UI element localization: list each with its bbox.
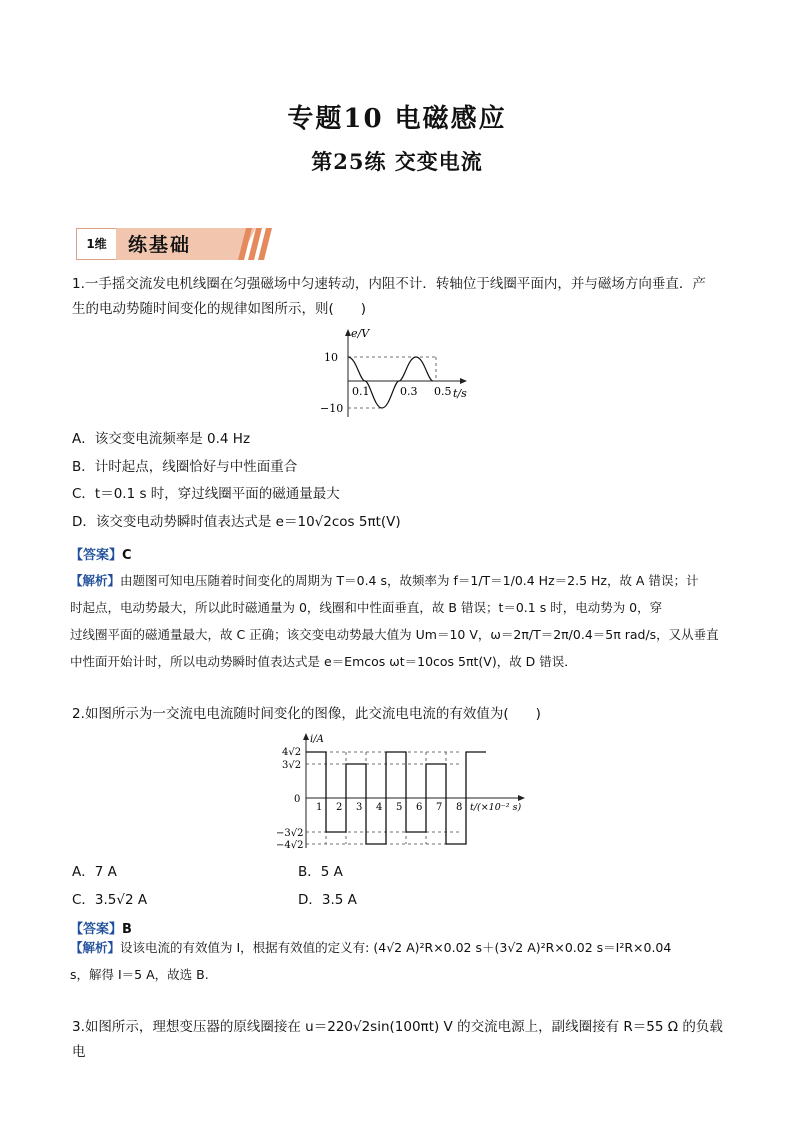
- q1-analysis-line2: 时起点，电动势最大，所以此时磁通量为 0，线圈和中性面垂直，故 B 错误；t＝0.1 s 时，电动势为 0，穿: [70, 600, 663, 615]
- q2-ytick-neg4r2: −4√2: [276, 840, 304, 850]
- q2-ylabel: i/A: [310, 734, 324, 745]
- q1-answer-label: 【答案】: [70, 548, 123, 563]
- q1-xtick-0.3: 0.3: [400, 385, 418, 398]
- q2-xlabel: t/(×10⁻² s): [470, 802, 522, 813]
- q2-answer-value: B: [122, 922, 132, 937]
- q1-option-b: B．计时起点，线圈恰好与中性面重合: [72, 459, 298, 475]
- page-title: 专题10 电磁感应: [287, 104, 507, 134]
- q2-option-d: D．3.5 A: [298, 892, 357, 908]
- q1-analysis-line3: 过线圈平面的磁通量最大，故 C 正确；该交变电动势最大值为 Um＝10 V，ω＝2π/T＝2π/0.4＝5π rad/s，又从垂直: [70, 627, 719, 642]
- q1-analysis-line1: 由题图可知电压随着时间变化的周期为 T＝0.4 s，故频率为 f＝1/T＝1/0.4 Hz＝2.5 Hz，故 A 错误；计: [120, 573, 699, 588]
- banner-label: 练基础: [128, 234, 192, 256]
- q2-ytick-neg3r2: −3√2: [276, 828, 304, 839]
- q3-text: 3.如图所示，理想变压器的原线圈接在 u＝220√2sin(100πt) V 的交流电源上，副线圈接有 R＝55 Ω 的负载电: [72, 1019, 723, 1060]
- q2-option-b: B．5 A: [298, 864, 343, 880]
- q2-text: 2.如图所示为一交流电电流随时间变化的图像，此交流电电流的有效值为( ): [72, 706, 541, 722]
- q1-option-c: C．t＝0.1 s 时，穿过线圈平面的磁通量最大: [72, 486, 340, 502]
- q2-analysis: [70, 934, 726, 988]
- q2-graph: [272, 730, 532, 850]
- q2-xtick-2: 2: [336, 802, 343, 813]
- q1-ytick-neg10: −10: [320, 402, 344, 415]
- q2-answer-label: 【答案】: [70, 922, 123, 937]
- q2-xtick-7: 7: [436, 802, 443, 813]
- q2-option-c: C．3.5√2 A: [72, 892, 148, 908]
- q1-analysis: [70, 567, 726, 675]
- q1-xtick-0.1: 0.1: [352, 385, 370, 398]
- q2-xtick-1: 1: [316, 802, 323, 813]
- q2-xtick-5: 5: [396, 802, 403, 813]
- q1-ytick-10: 10: [324, 351, 338, 364]
- q1-xtick-0.5: 0.5: [434, 385, 452, 398]
- q1-answer-value: C: [122, 548, 132, 563]
- q2-analysis-line1: 设该电流的有效值为 I，根据有效值的定义有: (4√2 A)²R×0.02 s＋(3√2 A)²R×0.02 s＝I²R×0.04: [120, 940, 672, 955]
- q2-ytick-4r2: 4√2: [282, 747, 302, 758]
- q2-xtick-8: 8: [456, 802, 463, 813]
- q1-analysis-line4: 中性面开始计时，所以电动势瞬时值表达式是 e＝Emcos ωt＝10cos 5πt(V)，故 D 错误．: [70, 654, 577, 669]
- section-banner: [76, 228, 256, 260]
- q1-option-d: D．该交变电动势瞬时值表达式是 e＝10√2cos 5πt(V): [72, 514, 401, 530]
- q2-xtick-6: 6: [416, 802, 423, 813]
- q2-ytick-3r2: 3√2: [282, 760, 302, 771]
- q1-answer: [70, 544, 132, 563]
- banner-stripes-icon: [238, 228, 278, 260]
- q2-analysis-line2: s，解得 I＝5 A，故选 B.: [70, 967, 209, 982]
- q2-option-a: A．7 A: [72, 864, 117, 880]
- banner-tag: 1维: [76, 228, 116, 260]
- q1-ylabel: e/V: [351, 327, 370, 340]
- page-subtitle: 第25练 交变电流: [311, 149, 483, 174]
- q1-graph: [318, 325, 478, 420]
- q1-xlabel: t/s: [453, 387, 467, 400]
- q2-xtick-4: 4: [376, 802, 383, 813]
- q1-text-line1: 1.一手摇交流发电机线圈在匀强磁场中匀速转动，内阻不计．转轴位于线圈平面内，并与磁场方向垂直．产: [72, 276, 706, 292]
- q2-ytick-0: 0: [294, 794, 301, 805]
- q1-text-line2: 生的电动势随时间变化的规律如图所示，则( ): [72, 301, 367, 317]
- q1-option-a: A．该交变电流频率是 0.4 Hz: [72, 431, 251, 447]
- q2-xtick-3: 3: [356, 802, 363, 813]
- q2-analysis-label: 【解析】: [70, 940, 121, 955]
- q1-analysis-label: 【解析】: [70, 573, 121, 588]
